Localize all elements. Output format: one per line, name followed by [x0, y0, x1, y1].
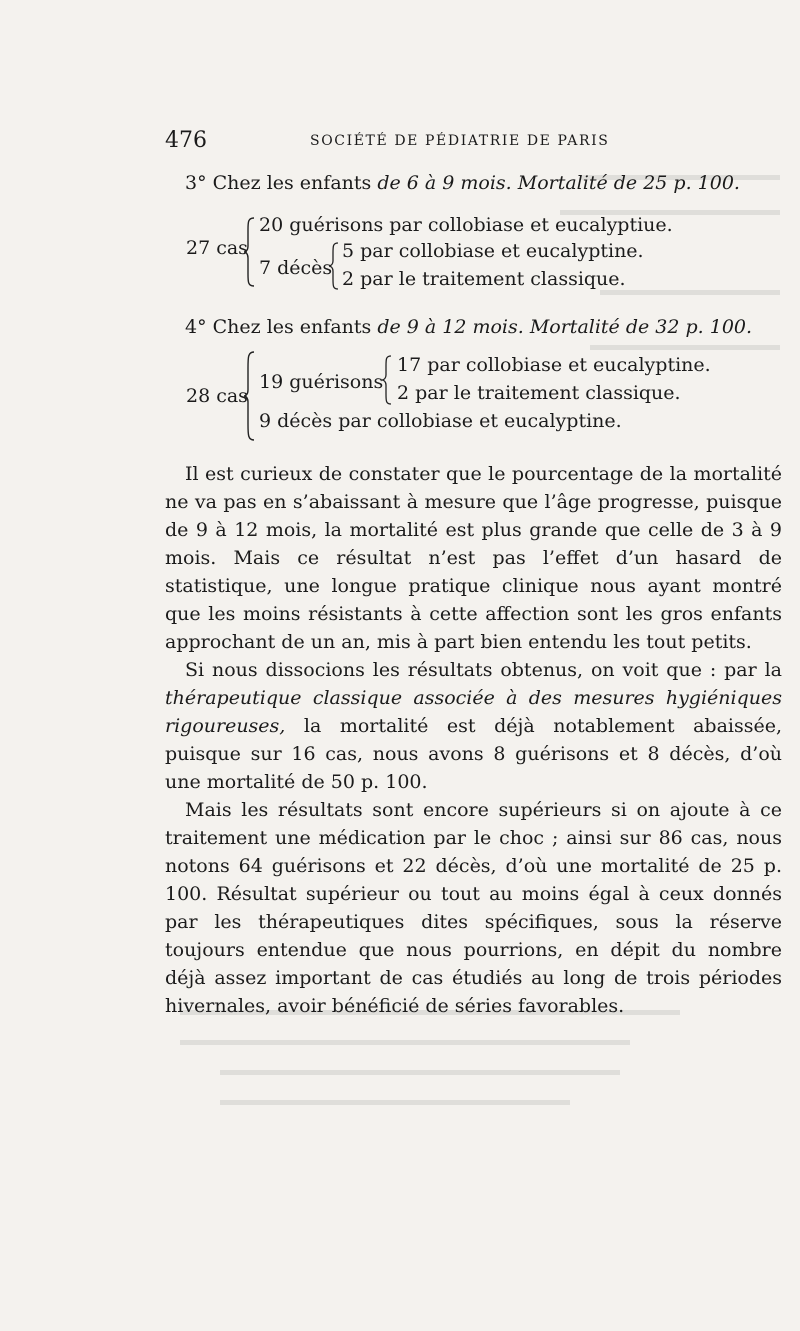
section3-heading: 3° Chez les enfants de 6 à 9 mois. Mortalité de 25 p. 100.: [185, 172, 740, 194]
section3-deces-collobiase: 5 par collobiase et eucalyptine.: [342, 240, 644, 262]
body-text: [165, 460, 782, 1020]
section3-deces-label: 7 décès: [259, 257, 333, 279]
section4-guerisons-collobiase: 17 par collobiase et eucalyptine.: [397, 354, 711, 376]
section4-guerisons-classique: 2 par le traitement classique.: [397, 382, 681, 404]
section3-guerisons: 20 guérisons par collobiase et eucalyptiue.: [259, 214, 673, 236]
section4-total: 28 cas: [186, 385, 248, 407]
running-title: SOCIÉTÉ DE PÉDIATRIE DE PARIS: [310, 133, 610, 149]
section4-guerisons-brace: [381, 354, 393, 406]
running-header: [165, 128, 785, 158]
section4-guerisons-label: 19 guérisons: [259, 371, 384, 393]
section4-brace: [243, 350, 257, 442]
paragraph-3: Mais les résultats sont encore supérieurs si on ajoute à ce traitement une médication par le choc ; ainsi sur 86 cas, nous notons 64 guérisons et 22 décès, d’où une mortalité de 25 p. 100. Résultat supérieur ou tout au moins égal à ceux donnés par les thérapeutiques dites spécifiques, sous la réserve toujours entendue que nous pourrions, en dépit du nombre déjà assez important de cas étudiés au long de trois périodes hivernales, avoir bénéficié de séries favorables.: [165, 799, 782, 1017]
section4-heading: 4° Chez les enfants de 9 à 12 mois. Mortalité de 32 p. 100.: [185, 316, 753, 338]
paragraph-1: Il est curieux de constater que le pourcentage de la mortalité ne va pas en s’abaissant à mesure que l’âge progresse, puisque de 9 à 12 mois, la mortalité est plus grande que celle de 3 à 9 mois. Mais ce résultat n’est pas l’effet d’un hasard de statistique, une longue pratique clinique nous ayant montré que les moins résistants à cette affection sont les gros enfants approchant de un an, mis à part bien entendu les tout petits.: [165, 463, 782, 653]
section3-total: 27 cas: [186, 237, 248, 259]
paragraph-2: Si nous dissocions les résultats obtenus, on voit que : par la thérapeutique classique associée à des mesures hygiéniques rigoureuses, la mortalité est déjà notablement abaissée, puisque sur 16 cas, nous avons 8 guérisons et 8 décès, d’où une mortalité de 50 p. 100.: [165, 659, 782, 793]
page-number: 476: [165, 128, 207, 153]
section4-deces: 9 décès par collobiase et eucalyptine.: [259, 410, 622, 432]
section3-brace: [243, 216, 257, 288]
section3-deces-brace: [328, 241, 340, 291]
section3-deces-classique: 2 par le traitement classique.: [342, 268, 626, 290]
